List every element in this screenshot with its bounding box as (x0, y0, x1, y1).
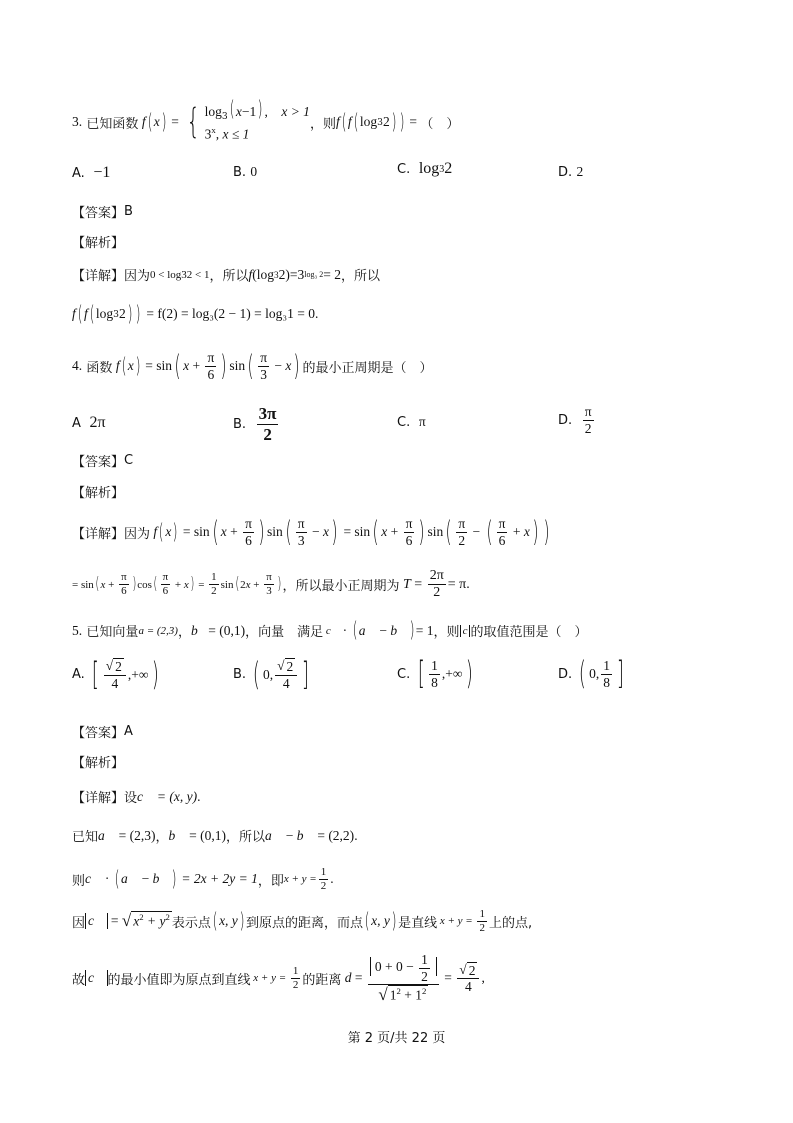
q3-option-a: A. −1 (72, 164, 111, 181)
q3-detail-line1: 【详解】 因为 0 < log 3 2 < 1 ，所以 f (log 3 2)=3 log₃ 2 = 2 ，所以 (72, 266, 381, 284)
q3-option-b: B. 0 (233, 164, 258, 180)
q5-option-a: A. [ √ 2 4 ,+∞ ) (72, 654, 159, 693)
q4-detail-line1: 【详解】 因为 f ( x ) = sin ( x + $\frac{\pi}{6}$ ) sin ( $\frac{\pi}{3}$ − x ) = sin ( x + $\frac{\pi}{6}$ ) sin ( $\frac{\pi}{2}$ − ( $\frac{\pi}{6}$ + x ) ) (72, 514, 550, 548)
q5-stem: 5. 已知向量 a = (2,3) ， b⃗ = (0,1) ，向量 满足 c⃗ · ( a⃗ − b⃗ ) = 1 ，则 c 的取值范围是（ ） (72, 618, 588, 643)
q4-answer: 【答案】 C (72, 453, 134, 470)
q5-answer: 【答案】 A (72, 724, 133, 741)
q5-detail-line1: 【详解】 设 c⃗ = (x, y) . (72, 788, 201, 806)
q5-option-d: D. ( 0, $\frac{1}{8}$ ] (558, 654, 624, 693)
q3-blank: （ ） (420, 116, 460, 132)
q3-option-d: D. 2 (558, 164, 584, 180)
q3-answer: 【答案】 B (72, 204, 133, 221)
page-footer: 第 2 页/共 22 页 (347, 1031, 446, 1046)
q4-answer-value: C (124, 453, 134, 468)
q3-analysis-label: 【解析】 (72, 236, 125, 251)
q3-option-c: C. log 3 2 (397, 160, 453, 177)
q3-stem-prefix: 已知函数 (86, 116, 139, 132)
q3-detail-line2: f ( f ( log 3 2 ) ) = f(2) = log₃(2 − 1) = log₃1 = 0 . (72, 302, 319, 326)
q4-stem: 4. 函数 f ( x ) = sin ( x + $\frac{\pi}{6}$ ) sin ( $\frac{\pi}{3}$ − x ) 的最小正周期是（ ） (72, 348, 433, 382)
q5-analysis-label: 【解析】 (72, 756, 125, 771)
q5-detail-line5: 故 c⃗ 的最小值即为原点到直线 x + y = $\frac{1}{2}$ 的距离 d = 0 + 0 − $\frac{1}{2}$ √ $1^2 + 1^2$ = √ 2 4 , (72, 952, 485, 1005)
q4-option-a: A 2π (72, 414, 106, 431)
q4-detail-line2: = sin ( x + $\frac{\pi}{6}$ ) cos ( $\frac{\pi}{6}$ + x ) = $\frac{1}{2}$ sin ( 2 x + $\frac{\pi}{3}$ ) ，所以最小正周期为 T = $\frac{2\pi}{2}$ = π . (72, 568, 470, 601)
q5-detail-line4: 因 c⃗ = √ $x^2 + y^2$ 表示点 ( x, y ) 到原点的距离，而点 ( x, y ) 是直线 x + y = $\frac{1}{2}$ 上的点, (72, 908, 533, 934)
q3-stem: 3. 已知函数 f ( x ) = { $\log_3$( x−1) , x > 1 3$^x$, x ≤ 1 ，则 f ( f ( log 3 2 ) ) = （ ） (72, 100, 459, 144)
q5-detail-line3: 则 c⃗ · ( a⃗ − b⃗ ) = 2x + 2y = 1 ，即 x + y = $\frac{1}{2}$ . (72, 866, 334, 892)
q5-answer-value: A (124, 724, 133, 739)
q4-option-d: D. $\frac{\pi}{2}$ (558, 404, 592, 436)
q4-option-b: B. $\frac{3\pi}{2}$ (233, 404, 277, 444)
q3-piecewise: { $\log_3$( x−1) , x > 1 3$^x$, x ≤ 1 (186, 97, 310, 143)
q5-option-c: C. [ $\frac{1}{8}$ ,+∞ ) (397, 654, 473, 693)
q4-analysis-label: 【解析】 (72, 486, 125, 501)
q5-option-b: B. ( 0, √ 2 4 ] (233, 654, 310, 693)
q5-detail-line2: 已知 a⃗ = (2,3) ， b⃗ = (0,1) ，所以 a⃗ − b⃗ = (2,2) . (72, 827, 358, 845)
q3-answer-value: B (124, 204, 133, 219)
q4-option-c: C. π (397, 414, 426, 430)
